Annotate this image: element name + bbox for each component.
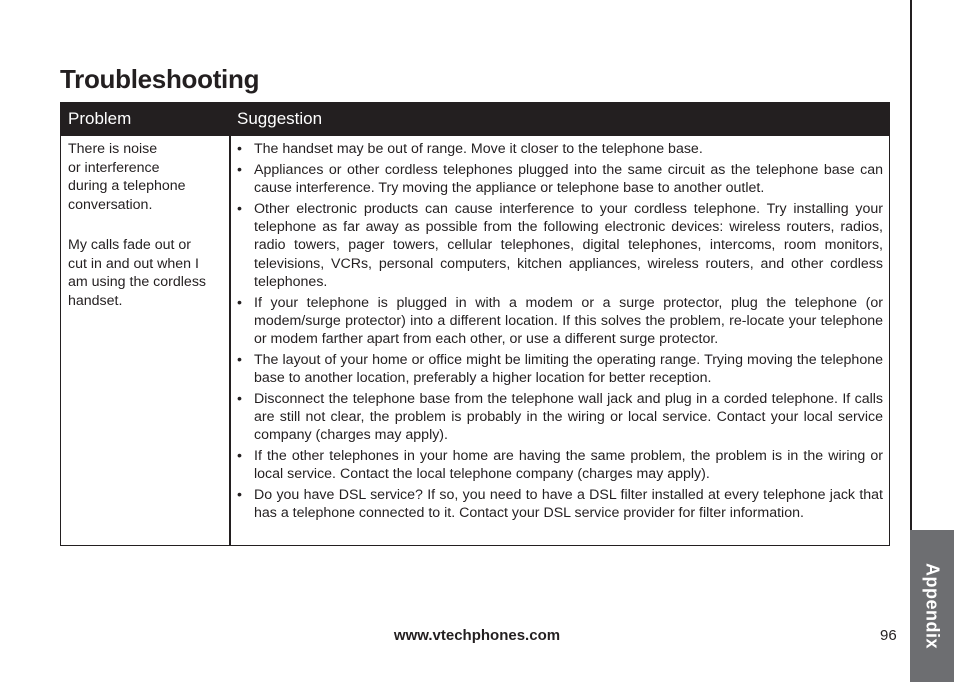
suggestion-text: Disconnect the telephone base from the telephone wall jack and plug in a corded telephone. If calls are still not clear, the problem is probably in the wiring or local service. Contact your local service company (charges may apply). <box>254 390 883 444</box>
suggestion-text: Do you have DSL service? If so, you need to have a DSL filter installed at every telephone jack that has a telephone connected to it. Contact your DSL service provider for filter information. <box>254 487 883 522</box>
problem-line: My calls fade out or <box>68 237 192 253</box>
suggestion-item <box>237 140 883 158</box>
bullet-icon: • <box>237 448 242 465</box>
problem-line: conversation. <box>68 196 153 213</box>
suggestion-text: If your telephone is plugged in with a modem or a surge protector, plug the telephone (or modem/surge protector) into a different location. If this solves the problem, re-locate your telephone or modem farther apart from each other, or use a different surge protector. <box>254 294 883 348</box>
problem-line: cut in and out when I <box>68 255 199 272</box>
problem-line: handset. <box>68 292 123 309</box>
bullet-icon: • <box>237 200 242 217</box>
problem-line: am using the cordless <box>68 274 207 290</box>
suggestion-item <box>237 447 883 484</box>
suggestion-text: If the other telephones in your home are having the same problem, the problem is in the wiring or local service. Contact the local telephone company (charges may apply). <box>254 448 883 483</box>
suggestion-text: Other electronic products can cause interference to your cordless telephone. Try installing your telephone as far away as possible from the following electronic devices: wireless routers, radios, radio towers, pager towers, cellular telephones, digital telephones, intercoms, room monitors, televisions, VCRs, personal computers, kitchen appliances, wireless routers, and other cordless telephones. <box>254 200 883 290</box>
bullet-icon: • <box>237 161 242 178</box>
problem-item-fade <box>68 236 224 310</box>
problem-line: during a telephone <box>68 178 186 194</box>
suggestion-text: The handset may be out of range. Move it closer to the telephone base. <box>254 141 703 157</box>
problem-column <box>68 140 224 332</box>
appendix-tab-label: Appendix <box>922 562 943 649</box>
footer-url: www.vtechphones.com <box>393 627 561 644</box>
page-title: Troubleshooting <box>60 64 260 94</box>
suggestion-item <box>237 351 883 388</box>
appendix-tab <box>910 530 954 682</box>
bullet-icon: • <box>237 294 242 311</box>
problem-line: There is noise <box>68 141 158 157</box>
side-rule <box>910 0 912 530</box>
header-problem: Problem <box>68 109 132 128</box>
suggestion-item <box>237 200 883 291</box>
table-header <box>61 103 889 136</box>
suggestion-item <box>237 486 883 523</box>
page-number: 96 <box>880 627 897 644</box>
bullet-icon: • <box>237 141 242 157</box>
suggestion-text: Appliances or other cordless telephones plugged into the same circuit as the telephone base can cause interference. Try moving the appliance or telephone base to another outlet. <box>254 161 883 196</box>
suggestion-text: The layout of your home or office might be limiting the operating range. Trying moving the telephone base to another location, preferably a higher location for better reception. <box>254 351 883 387</box>
suggestion-item <box>237 390 883 445</box>
bullet-icon: • <box>237 487 242 504</box>
troubleshooting-table <box>60 102 890 546</box>
header-suggestion: Suggestion <box>237 109 323 128</box>
suggestion-list <box>237 140 883 525</box>
problem-line: or interference <box>68 159 160 176</box>
suggestion-item <box>237 294 883 349</box>
bullet-icon: • <box>237 351 242 368</box>
suggestion-item <box>237 161 883 198</box>
bullet-icon: • <box>237 390 242 407</box>
column-divider <box>229 136 231 546</box>
problem-item-noise <box>68 140 224 214</box>
